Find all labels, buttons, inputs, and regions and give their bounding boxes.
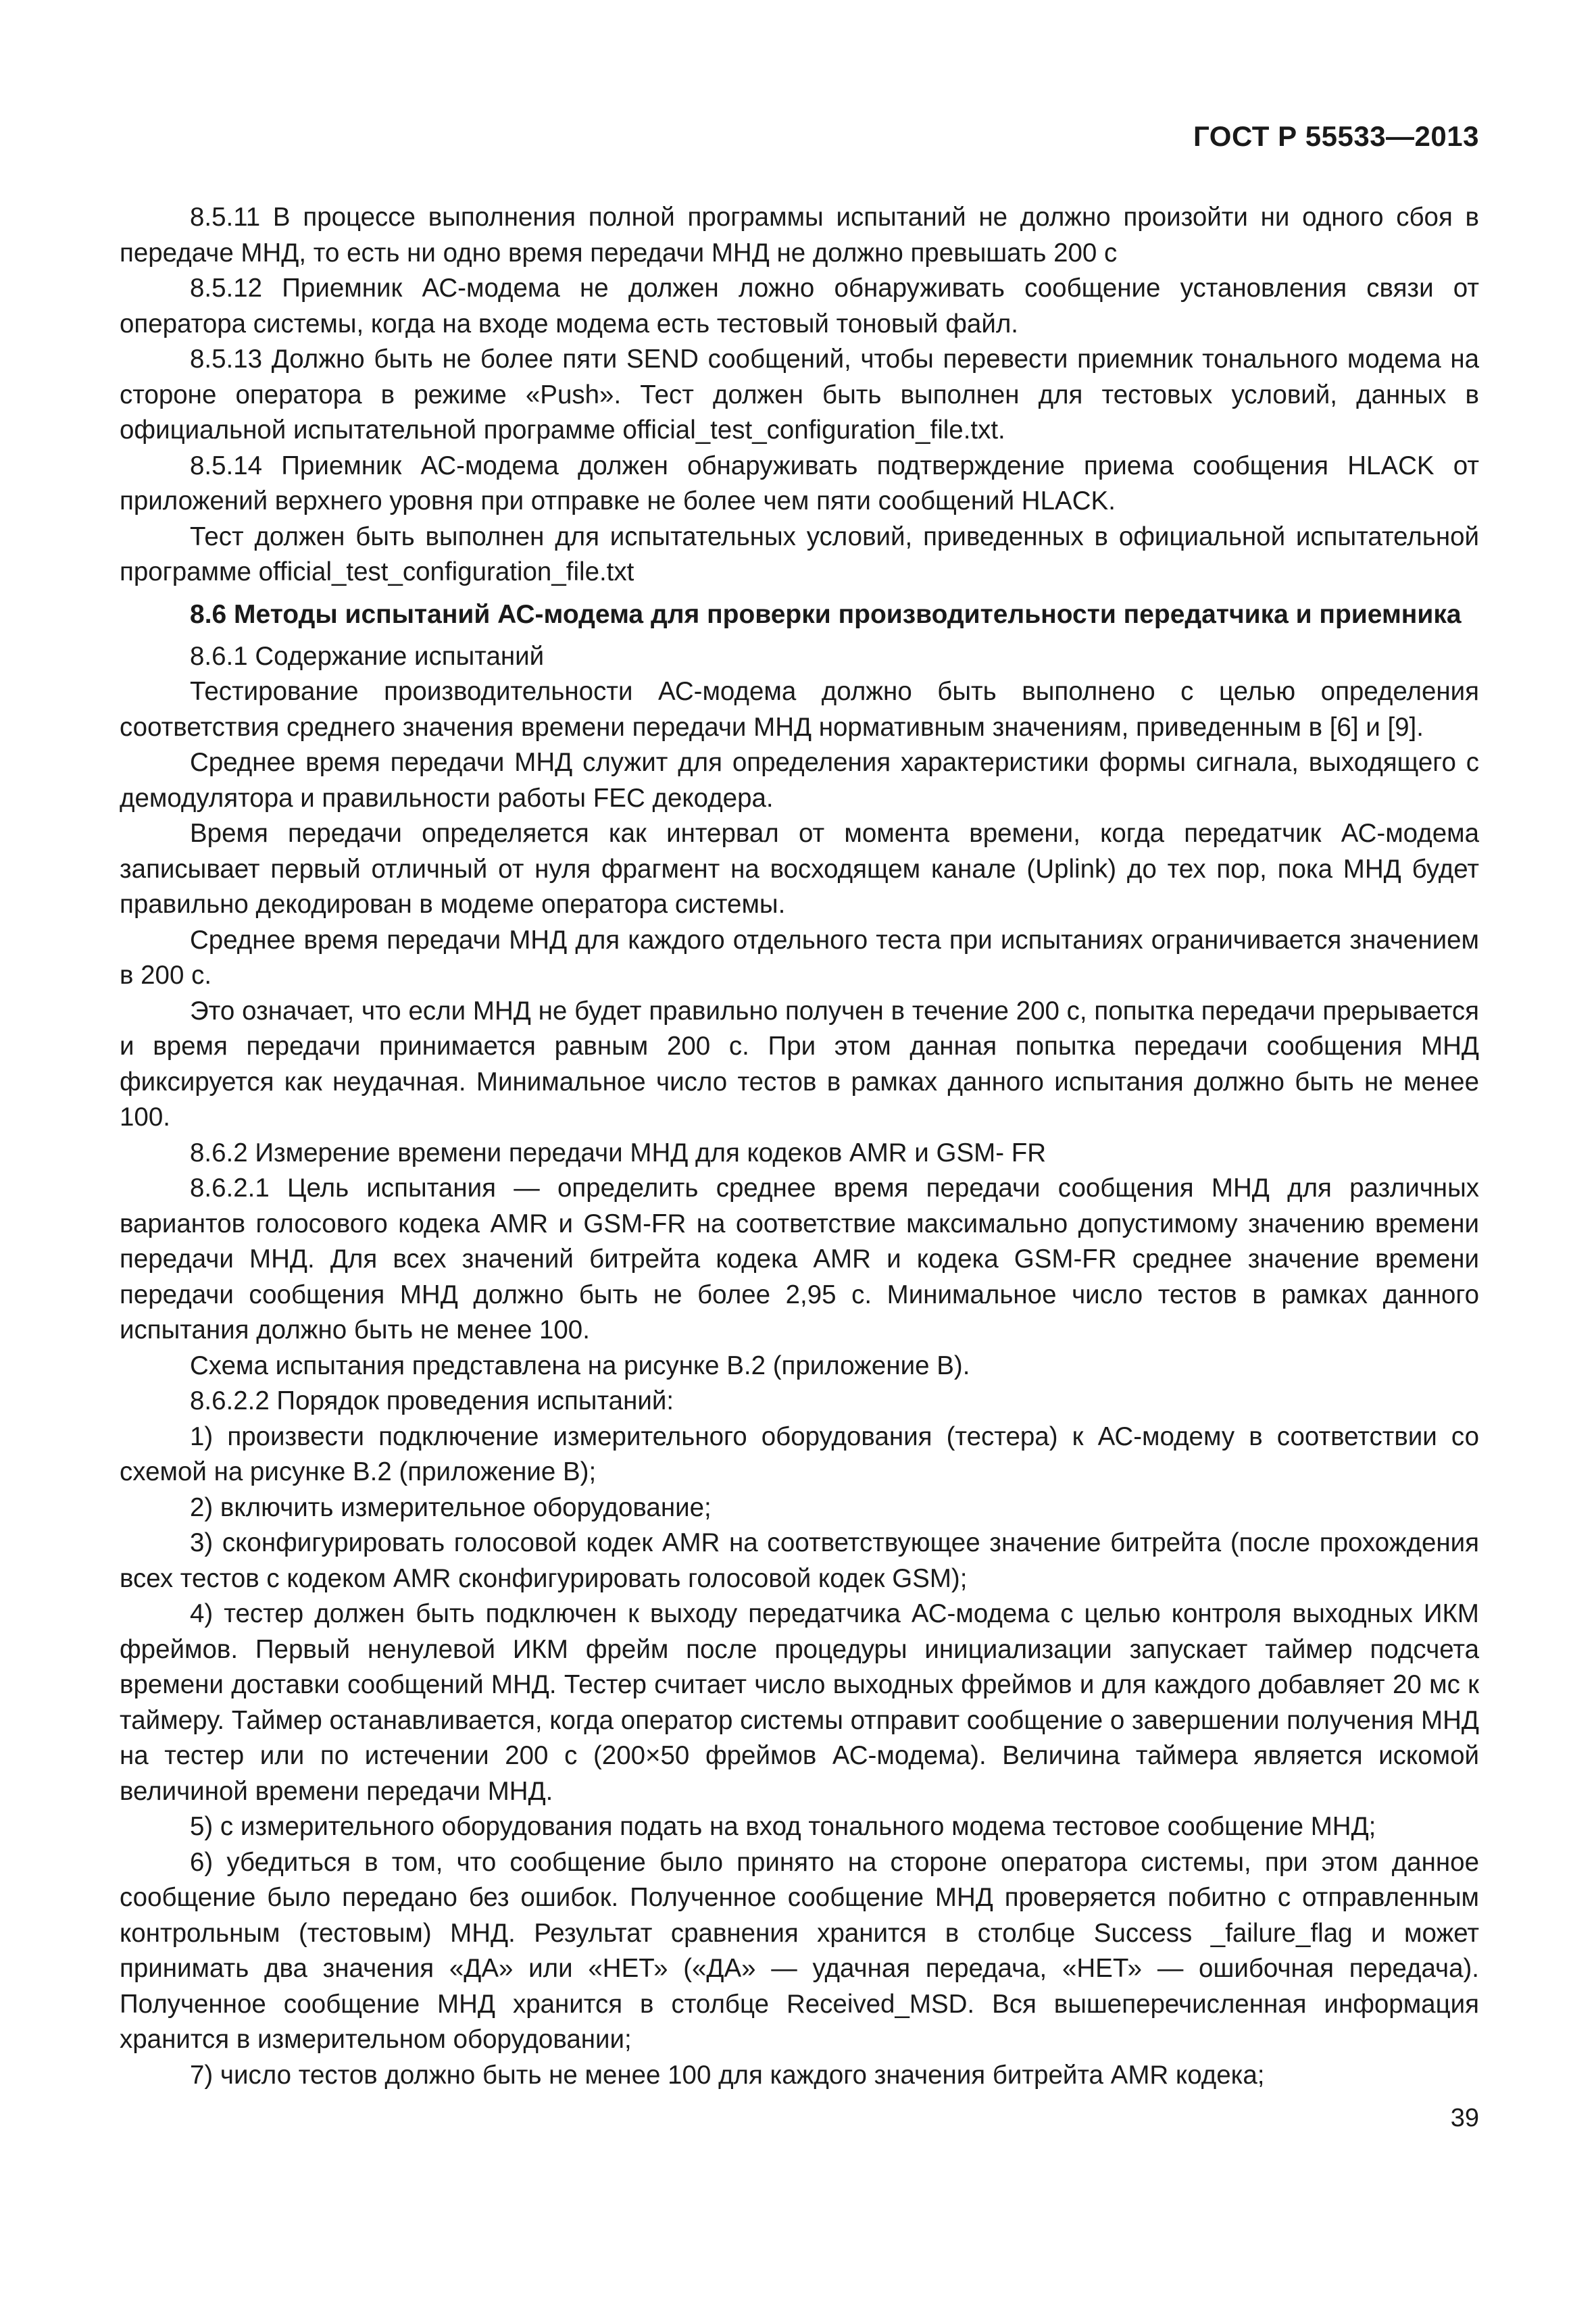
section-heading-8-6: 8.6 Методы испытаний АС-модема для проверки производительности передатчика и приемника — [190, 599, 1462, 629]
paragraph-8-6-2-title: 8.6.2 Измерение времени передачи МНД для кодеков AMR и GSM- FR — [190, 1138, 1047, 1167]
paragraph-8-5-14: 8.5.14 Приемник АС-модема должен обнаруживать подтверждение приема сообщения HLACK от приложений верхнего уровня при отправке не более чем пяти сообщений HLACK. — [120, 451, 1479, 515]
paragraph-8-5-13: 8.5.13 Должно быть не более пяти SEND сообщений, чтобы перевести приемник тонального модема на стороне оператора в режиме «Push». Тест должен быть выполнен для тестовых условий, данных в официальной испытательной программе official_test_configuration_file.txt. — [120, 345, 1479, 445]
document-code-header: ГОСТ Р 55533—2013 — [1193, 120, 1479, 152]
paragraph-8-6-2-2-title: 8.6.2.2 Порядок проведения испытаний: — [190, 1386, 674, 1415]
list-item-4: 4) тестер должен быть подключен к выходу передатчика АС-модема с целью контроля выходных ИКМ фреймов. Первый ненулевой ИКМ фрейм после процедуры инициализации запускает таймер подсчета времени доставки сообщений МНД. Тестер считает число выходных фреймов и для каждого добавляет 20 мс к таймеру. Таймер останавливается, когда оператор системы отправит сообщение о завершении получения МНД на тестер или по истечении 200 с (200×50 фреймов АС-модема). Величина таймера является искомой величиной времени передачи МНД. — [120, 1599, 1480, 1806]
paragraph-8-6-1-title: 8.6.1 Содержание испытаний — [190, 641, 545, 671]
page-content — [120, 200, 1479, 2093]
paragraph-8-6-1-definition: Время передачи определяется как интервал от момента времени, когда передатчик АС-модема записывает первый отличный от нуля фрагмент на восходящем канале (Uplink) до тех пор, пока МНД будет правильно декодирован в модеме оператора системы. — [120, 819, 1479, 919]
paragraph-8-6-1-purpose: Тестирование производительности АС-модема должно быть выполнено с целью определения соответствия среднего значения времени передачи МНД нормативным значениям, приведенным в [6] и [9]. — [120, 677, 1479, 742]
paragraph-8-6-1-limit: Среднее время передачи МНД для каждого отдельного теста при испытаниях ограничивается значением в 200 с. — [120, 925, 1479, 990]
paragraph-8-5-11: 8.5.11 В процессе выполнения полной программы испытаний не должно произойти ни одного сбоя в передаче МНД, то есть ни одно время передачи МНД не должно превышать 200 с — [120, 203, 1479, 268]
list-item-5: 5) с измерительного оборудования подать на вход тонального модема тестовое сообщение МНД; — [190, 1812, 1376, 1841]
list-item-3: 3) сконфигурировать голосовой кодек AMR на соответствующее значение битрейта (после прохождения всех тестов с кодеком AMR сконфигурировать голосовой кодек GSM); — [120, 1528, 1479, 1593]
paragraph-test-conditions: Тест должен быть выполнен для испытательных условий, приведенных в официальной испытательной программе official_test_configuration_file.txt — [120, 522, 1479, 586]
paragraph-8-6-2-1: 8.6.2.1 Цель испытания — определить среднее время передачи сообщения МНД для различных вариантов голосового кодека AMR и GSM-FR на соответствие максимально допустимому значению времени передачи МНД. Для всех значений битрейта кодека AMR и кодека GSM-FR среднее значение времени передачи сообщения МНД должно быть не более 2,95 с. Минимальное число тестов в рамках данного испытания должно быть не менее 100. — [120, 1174, 1479, 1344]
list-item-1: 1) произвести подключение измерительного оборудования (тестера) к АС-модему в соответствии со схемой на рисунке В.2 (приложение В); — [120, 1422, 1479, 1486]
page-number: 39 — [1450, 2104, 1479, 2132]
paragraph-8-6-1-mean-time: Среднее время передачи МНД служит для определения характеристики формы сигнала, выходящего с демодулятора и правильности работы FEC декодера. — [120, 748, 1479, 813]
paragraph-test-scheme: Схема испытания представлена на рисунке В.2 (приложение В). — [190, 1351, 970, 1380]
list-item-7: 7) число тестов должно быть не менее 100 для каждого значения битрейта AMR кодека; — [190, 2060, 1265, 2090]
list-item-2: 2) включить измерительное оборудование; — [190, 1492, 712, 1522]
paragraph-8-6-1-meaning: Это означает, что если МНД не будет правильно получен в течение 200 с, попытка передачи прерывается и время передачи принимается равным 200 с. При этом данная попытка передачи сообщения МНД фиксируется как неудачная. Минимальное число тестов в рамках данного испытания должно быть не менее 100. — [120, 996, 1479, 1132]
paragraph-8-5-12: 8.5.12 Приемник АС-модема не должен ложно обнаруживать сообщение установления связи от оператора системы, когда на входе модема есть тестовый тоновый файл. — [120, 274, 1479, 338]
list-item-6: 6) убедиться в том, что сообщение было принято на стороне оператора системы, при этом данное сообщение было передано без ошибок. Полученное сообщение МНД проверяется побитно с отправленным контрольным (тестовым) МНД. Результат сравнения хранится в столбце Success _failure_flag и может принимать два значения «ДА» или «НЕТ» («ДА» — удачная передача, «НЕТ» — ошибочная передача). Полученное сообщение МНД хранится в столбце Received_MSD. Вся вышеперечисленная информация хранится в измерительном оборудовании; — [120, 1847, 1479, 2054]
